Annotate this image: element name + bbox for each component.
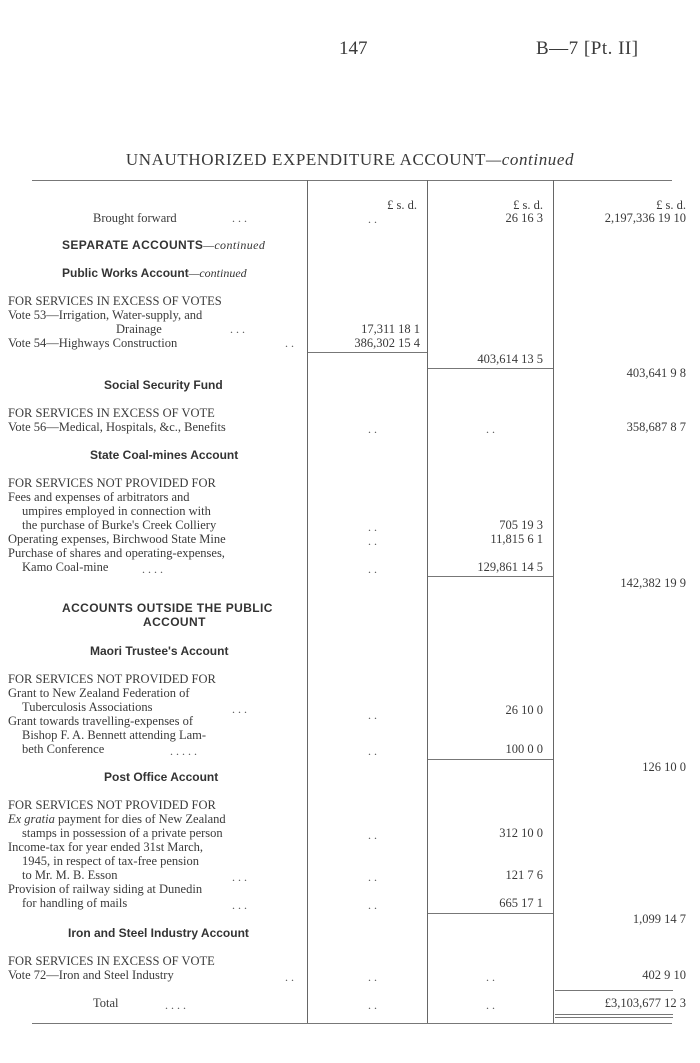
social-security-total-c3: 358,687 8 7	[626, 420, 686, 434]
state-coal-item-3-line-2: Kamo Coal-mine	[22, 560, 109, 574]
column-header-1: £ s. d.	[387, 198, 417, 212]
subtotal-rule	[308, 352, 427, 353]
dot-leader: . .	[285, 970, 294, 984]
double-rule-bottom	[555, 1017, 673, 1018]
post-office-item-2-c2: 121 7 6	[505, 868, 543, 882]
section-accounts-outside-line-2: ACCOUNT	[143, 615, 206, 629]
page-title	[0, 150, 700, 170]
dot-leader: . .	[368, 562, 377, 576]
dot-leader: . .	[368, 898, 377, 912]
dot-leader: . .	[368, 212, 377, 226]
public-works-subtotal-c2: 403,614 13 5	[477, 352, 543, 366]
state-coal-item-1-line-1: Fees and expenses of arbitrators and	[8, 490, 190, 504]
column-rule-3	[553, 180, 554, 1023]
caption-state-coal: FOR SERVICES NOT PROVIDED FOR	[8, 476, 216, 490]
public-works-item-1-line-1: Vote 53—Irrigation, Water-supply, and	[8, 308, 203, 322]
subtotal-rule	[428, 368, 553, 369]
column-rule-2	[427, 180, 428, 1023]
table-bottom-rule	[32, 1023, 672, 1024]
post-office-item-3-c2: 665 17 1	[499, 896, 543, 910]
brought-forward-label: Brought forward	[93, 211, 177, 225]
total-rule	[555, 990, 673, 991]
state-coal-item-1-line-3: the purchase of Burke's Creek Colliery	[22, 518, 217, 532]
post-office-item-1-line-1: Ex gratia payment for dies of New Zealand	[8, 812, 226, 826]
maori-item-1-c2: 26 10 0	[505, 703, 543, 717]
public-works-item-1-c1: 17,311 18 1	[361, 322, 420, 336]
maori-item-2-line-1: Grant towards travelling-expenses of	[8, 714, 194, 728]
brought-forward-c3: 2,197,336 19 10	[604, 211, 686, 225]
post-office-item-1-line-2: stamps in possession of a private person	[22, 826, 223, 840]
maori-item-2-line-2: Bishop F. A. Bennett attending Lam-	[22, 728, 207, 742]
title-main: UNAUTHORIZED EXPENDITURE ACCOUNT	[125, 150, 486, 169]
section-separate-accounts: SEPARATE ACCOUNTS—continued	[62, 238, 266, 252]
dot-leader: . .	[368, 828, 377, 842]
state-coal-item-2-c2: 11,815 6 1	[490, 532, 543, 546]
social-security-item: Vote 56—Medical, Hospitals, &c., Benefits	[8, 420, 226, 434]
section-social-security: Social Security Fund	[104, 378, 223, 392]
public-works-item-2-c1: 386,302 15 4	[354, 336, 420, 350]
dot-leader: . .	[368, 422, 377, 436]
maori-item-1-line-1: Grant to New Zealand Federation of	[8, 686, 190, 700]
section-maori-trustee: Maori Trustee's Account	[90, 644, 229, 658]
grand-total-c3: £3,103,677 12 3	[604, 996, 686, 1010]
maori-total-c3: 126 10 0	[642, 760, 686, 774]
post-office-item-1-c2: 312 10 0	[499, 826, 543, 840]
dot-leader: . .	[368, 744, 377, 758]
public-works-item-1-line-2: Drainage	[116, 322, 162, 336]
table-top-rule	[32, 180, 672, 181]
dot-leader: . .	[285, 336, 294, 350]
state-coal-item-1-line-2: umpires employed in connection with	[22, 504, 211, 518]
dot-leader: . . . .	[165, 998, 186, 1012]
post-office-item-2-line-2: 1945, in respect of tax-free pension	[22, 854, 200, 868]
section-public-works: Public Works Account—continued	[62, 266, 247, 280]
subtotal-rule	[428, 759, 553, 760]
post-office-item-3-line-1: Provision of railway siding at Dunedin	[8, 882, 203, 896]
dot-leader: . .	[368, 998, 377, 1012]
dot-leader: . .	[368, 708, 377, 722]
section-iron-steel: Iron and Steel Industry Account	[68, 926, 249, 940]
dot-leader: . .	[368, 970, 377, 984]
iron-steel-total-c3: 402 9 10	[642, 968, 686, 982]
post-office-total-c3: 1,099 14 7	[632, 912, 686, 926]
dot-leader: . . .	[232, 898, 247, 912]
double-rule-top	[555, 1014, 673, 1015]
dot-leader: . .	[368, 534, 377, 548]
iron-steel-item: Vote 72—Iron and Steel Industry	[8, 968, 174, 982]
caption-maori: FOR SERVICES NOT PROVIDED FOR	[8, 672, 216, 686]
state-coal-item-2: Operating expenses, Birchwood State Mine	[8, 532, 226, 546]
title-suffix: —continued	[485, 150, 575, 169]
column-rule-1	[307, 180, 308, 1023]
column-header-2: £ s. d.	[513, 198, 543, 212]
caption-social-security: FOR SERVICES IN EXCESS OF VOTE	[8, 406, 215, 420]
subtotal-rule	[428, 913, 553, 914]
column-header-3: £ s. d.	[656, 198, 686, 212]
public-works-item-2: Vote 54—Highways Construction	[8, 336, 178, 350]
dot-leader: . . .	[232, 702, 247, 716]
dot-leader: . .	[486, 998, 495, 1012]
dot-leader: . .	[486, 422, 495, 436]
dot-leader: . . .	[232, 870, 247, 884]
subtotal-rule	[428, 576, 553, 577]
dot-leader: . . . . .	[170, 744, 197, 758]
state-coal-item-3-c2: 129,861 14 5	[477, 560, 543, 574]
state-coal-item-3-line-1: Purchase of shares and operating-expenses,	[8, 546, 225, 560]
dot-leader: . .	[368, 520, 377, 534]
section-state-coal-mines: State Coal-mines Account	[90, 448, 239, 462]
state-coal-total-c3: 142,382 19 9	[620, 576, 686, 590]
post-office-item-2-line-1: Income-tax for year ended 31st March,	[8, 840, 204, 854]
state-coal-item-1-c2: 705 19 3	[499, 518, 543, 532]
dot-leader: . .	[486, 970, 495, 984]
dot-leader: . . .	[230, 322, 245, 336]
section-post-office: Post Office Account	[104, 770, 219, 784]
dot-leader: . . . .	[142, 562, 163, 576]
section-accounts-outside-line-1: ACCOUNTS OUTSIDE THE PUBLIC	[62, 601, 273, 615]
post-office-item-3-line-2: for handling of mails	[22, 896, 128, 910]
post-office-item-2-line-3: to Mr. M. B. Esson	[22, 868, 118, 882]
caption-post-office: FOR SERVICES NOT PROVIDED FOR	[8, 798, 216, 812]
public-works-total-c3: 403,641 9 8	[626, 366, 686, 380]
maori-item-1-line-2: Tuberculosis Associations	[22, 700, 153, 714]
total-label: Total	[93, 996, 119, 1010]
page-reference: B—7 [Pt. II]	[536, 38, 639, 59]
brought-forward-c2: 26 16 3	[505, 211, 543, 225]
dot-leader: . . .	[232, 211, 247, 225]
page-number: 147	[339, 38, 368, 59]
dot-leader: . .	[368, 870, 377, 884]
maori-item-2-line-3: beth Conference	[22, 742, 105, 756]
caption-iron-steel: FOR SERVICES IN EXCESS OF VOTE	[8, 954, 215, 968]
caption-public-works: FOR SERVICES IN EXCESS OF VOTES	[8, 294, 222, 308]
maori-item-2-c2: 100 0 0	[505, 742, 543, 756]
